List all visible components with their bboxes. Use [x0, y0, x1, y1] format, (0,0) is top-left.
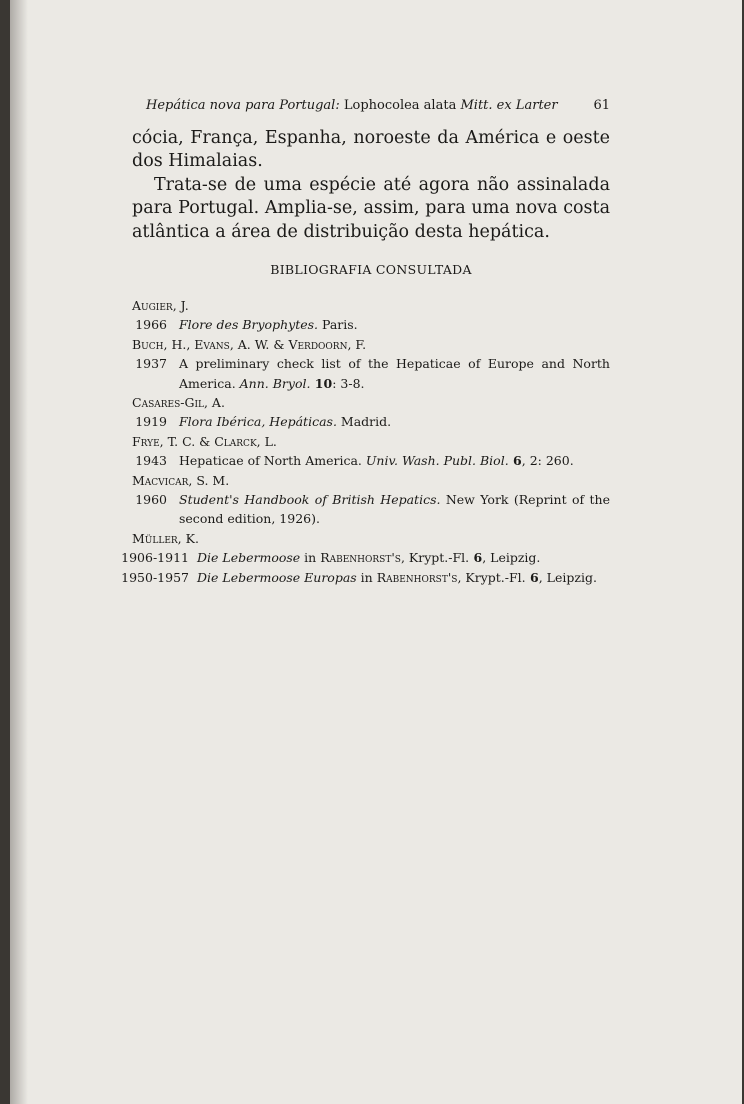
bib-year: 1919	[135, 414, 167, 430]
bib-title: Student's Handbook of British Hepatics.	[179, 492, 441, 508]
paragraph: Trata-se de uma espécie até agora não assinalada para Portugal. Amplia-se, assim, para uma nova costa atlântica a área de distribuição desta hepática.	[132, 174, 610, 242]
bib-pages: : 3-8.	[332, 375, 365, 391]
body-text	[132, 127, 610, 244]
bibliography-list	[121, 296, 610, 587]
running-title-italic: Hepática nova para Portugal:	[146, 98, 340, 113]
bib-reference	[179, 490, 610, 529]
bib-pages: , 2: 260.	[521, 453, 574, 469]
bib-editor: Rabenhorst's	[376, 569, 458, 585]
bib-volume: 10	[310, 375, 333, 391]
bib-volume: 6	[525, 569, 539, 585]
bib-author: Casares-Gil, A.	[132, 395, 225, 411]
bib-year: 1966	[135, 317, 167, 333]
bib-entry	[132, 451, 610, 470]
running-title-species: Lophocolea alata	[343, 98, 457, 113]
bib-entry	[132, 490, 610, 529]
bib-series: , Krypt.-Fl.	[400, 550, 470, 566]
running-title-authority-2: Larter	[515, 98, 558, 113]
bib-title: Flora Ibérica, Hepáticas.	[179, 414, 337, 430]
running-title-authority-1: Mitt.	[460, 98, 493, 113]
bib-title: Die Lebermoose Europas	[197, 569, 357, 585]
bib-entry	[118, 548, 610, 567]
bib-title: Die Lebermoose	[197, 550, 301, 566]
bib-editor: Rabenhorst's	[320, 550, 401, 566]
bib-place: Madrid.	[336, 414, 392, 430]
bib-reference	[197, 548, 610, 567]
bib-place: New York (Reprint of the second edition, 1926).	[179, 492, 610, 527]
bibliography-heading: BIBLIOGRAFIA CONSULTADA	[270, 262, 472, 277]
bib-author: Macvicar, S. M.	[132, 472, 230, 488]
bib-reference	[197, 568, 610, 587]
bib-title: A preliminary check list of the Hepaticae of Europe and North America.	[179, 356, 610, 391]
running-title-ex: ex	[496, 98, 512, 113]
book-page	[10, 0, 742, 1104]
bib-volume: 6	[469, 550, 483, 566]
running-header	[146, 97, 610, 115]
paragraph-continued: cócia, França, Espanha, noroeste da América e oeste dos Himalaias.	[132, 128, 610, 172]
bib-year: 1937	[135, 356, 167, 372]
bib-title: Hepaticae of North America.	[179, 453, 366, 469]
bib-entry	[132, 412, 610, 431]
bib-author: Augier, J.	[132, 298, 189, 313]
bib-entry	[118, 568, 610, 587]
bib-year: 1943	[135, 453, 167, 469]
bib-journal: Univ. Wash. Publ. Biol.	[365, 453, 509, 469]
bib-year: 1906-1911	[121, 550, 189, 566]
bib-series: , Krypt.-Fl.	[457, 569, 526, 585]
bib-in: in	[300, 550, 321, 566]
bib-reference	[179, 451, 610, 470]
bib-year: 1950-1957	[121, 569, 189, 585]
bib-year: 1960	[135, 492, 167, 508]
bib-author: Buch, H., Evans, A. W. & Verdoorn, F.	[132, 336, 367, 352]
page-number: 61	[593, 98, 610, 113]
bib-volume: 6	[508, 453, 522, 469]
bib-reference	[179, 315, 610, 334]
bib-entry	[132, 315, 610, 334]
bib-entry	[132, 354, 610, 393]
bib-place: , Leipzig.	[538, 569, 597, 585]
bib-author: Müller, K.	[132, 530, 199, 546]
bib-reference	[179, 412, 610, 431]
bib-place: , Leipzig.	[482, 550, 541, 566]
bib-author: Frye, T. C. & Clarck, L.	[132, 433, 277, 449]
bib-reference	[179, 354, 610, 393]
bib-in: in	[356, 569, 377, 585]
bib-place: Paris.	[318, 317, 358, 333]
bib-title: Flore des Bryophytes.	[179, 317, 319, 333]
bib-journal: Ann. Bryol.	[239, 375, 311, 391]
